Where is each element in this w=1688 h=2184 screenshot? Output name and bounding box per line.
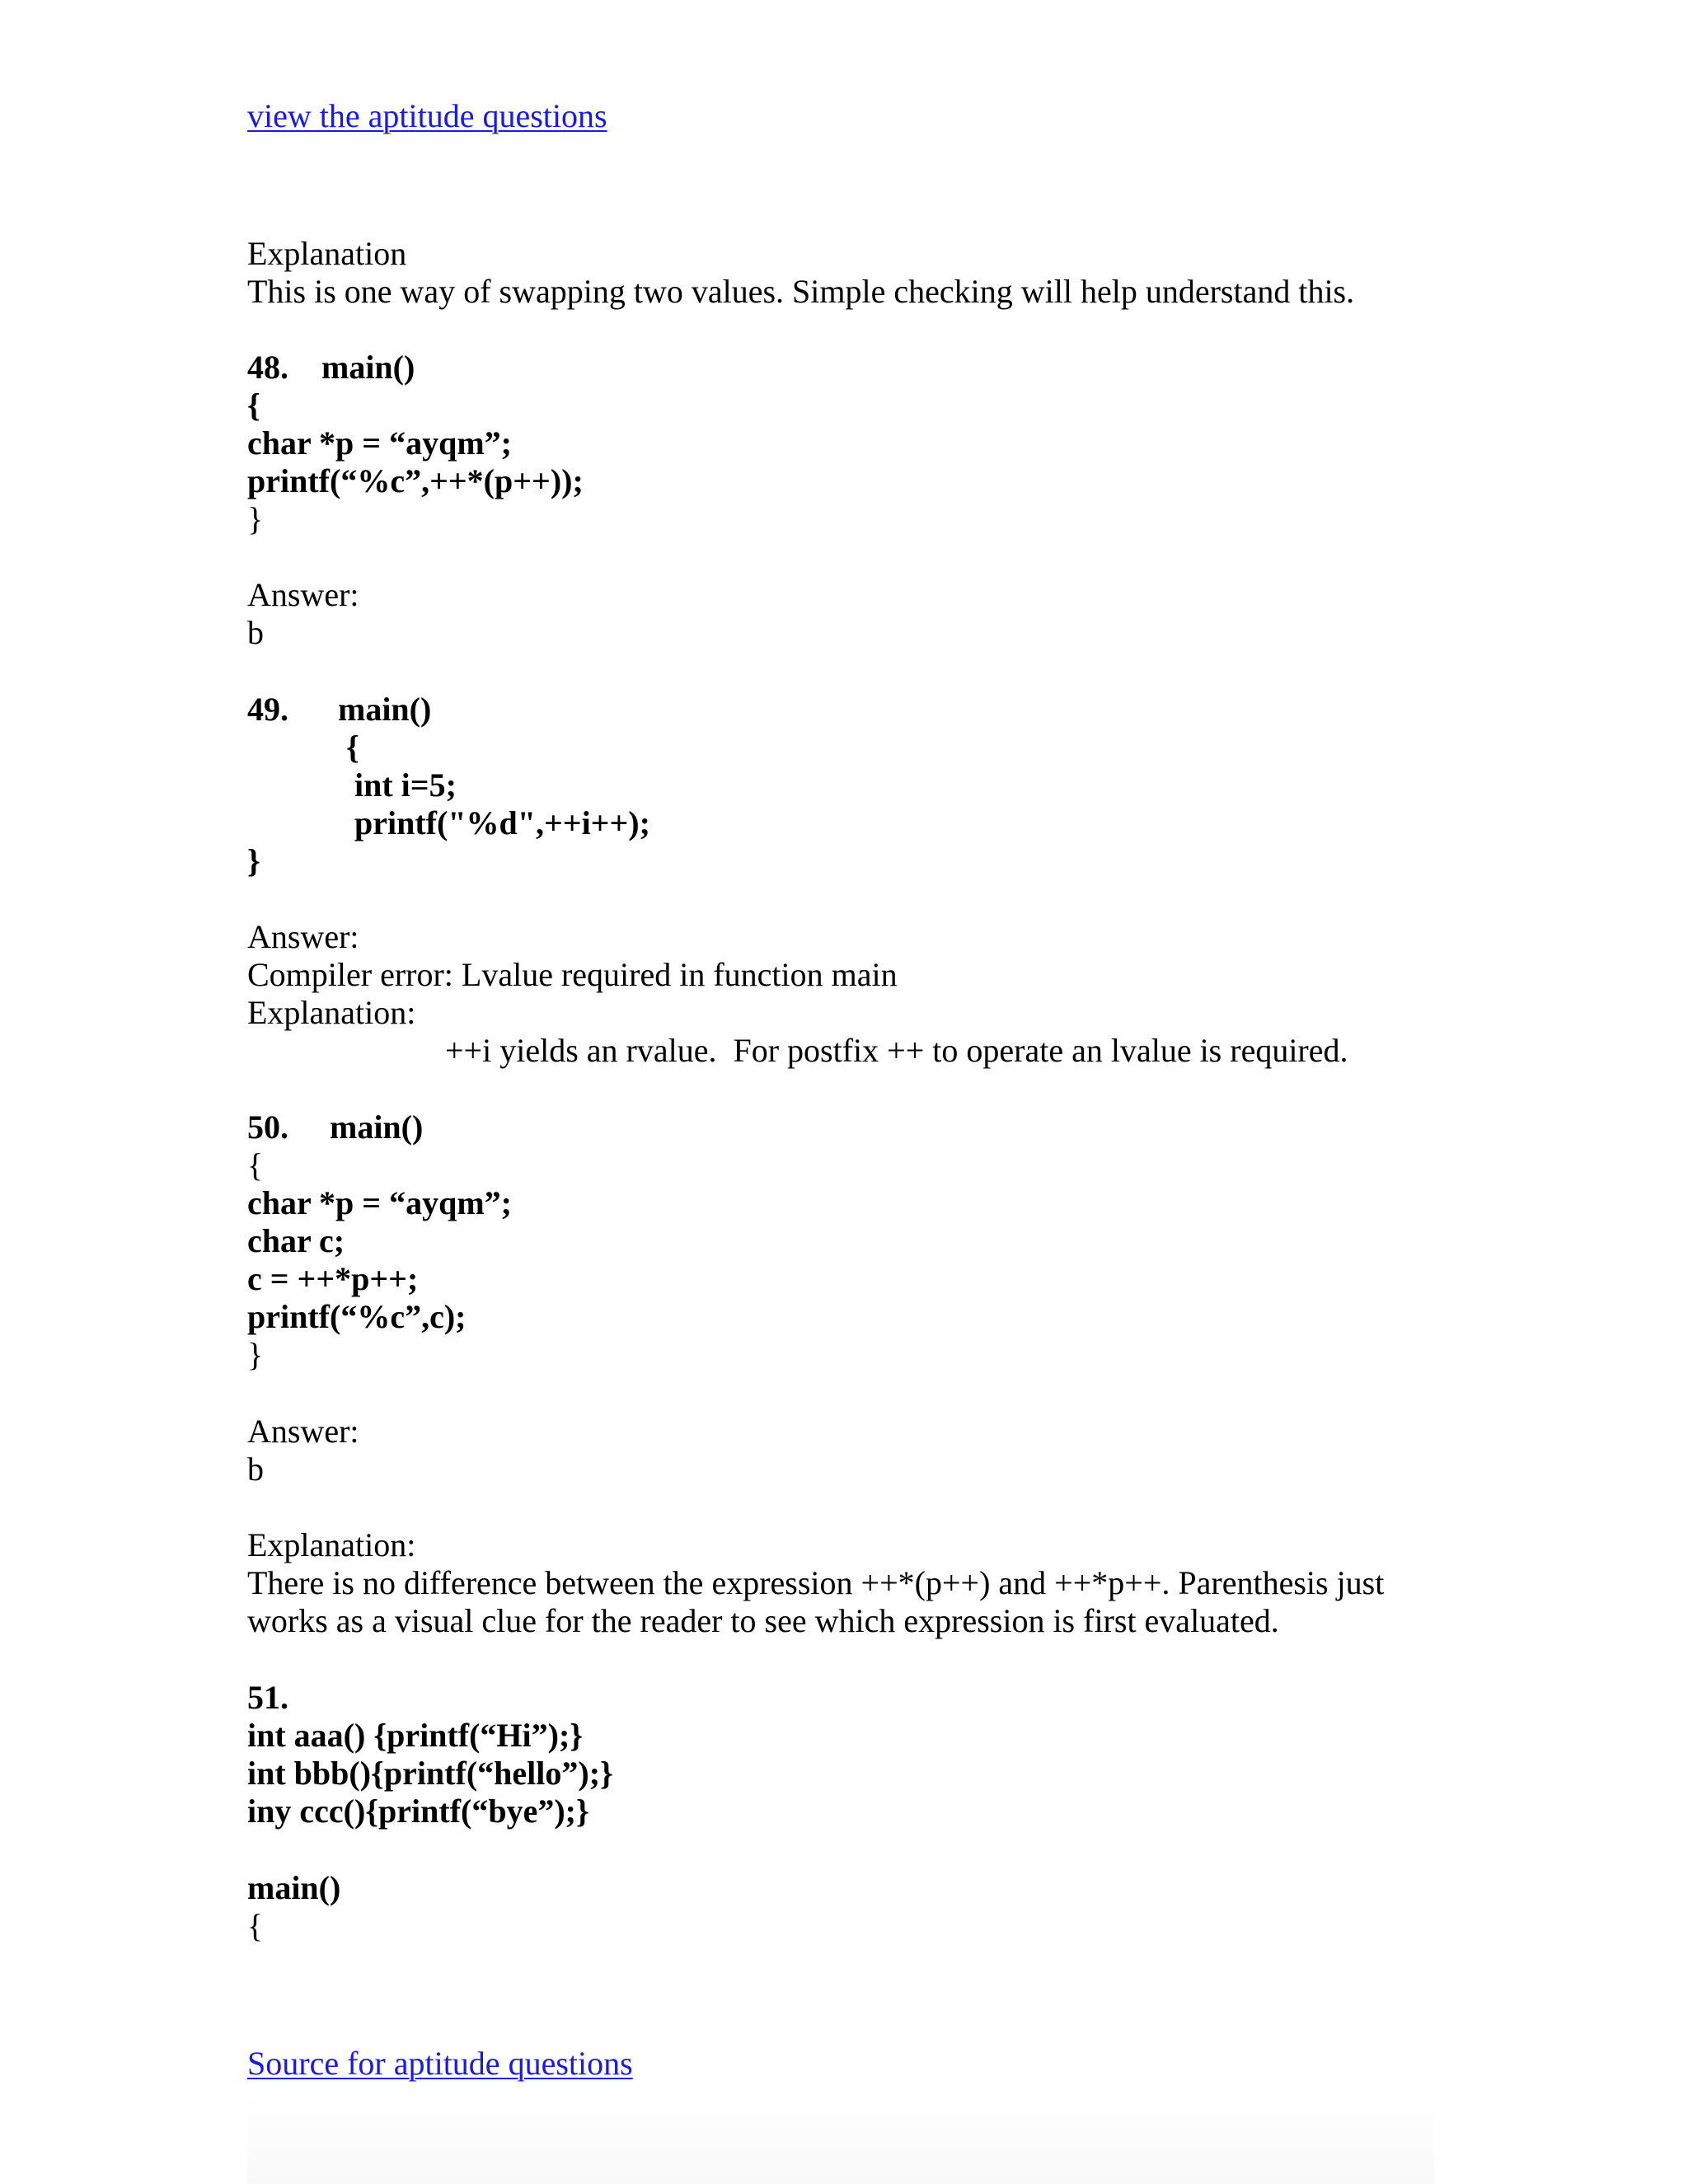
q48-code-line: { bbox=[247, 387, 260, 424]
q51-code-line: int bbb(){printf(“hello”);} bbox=[247, 1755, 613, 1792]
q51-code-line: main() bbox=[247, 1869, 341, 1906]
view-aptitude-questions-link[interactable]: view the aptitude questions bbox=[247, 97, 607, 134]
q49-number: 49. bbox=[247, 691, 288, 728]
q48-code-line: char *p = “ayqm”; bbox=[247, 424, 512, 462]
q50-answer: b bbox=[247, 1451, 264, 1488]
q51-code-line: iny ccc(){printf(“bye”);} bbox=[247, 1793, 589, 1830]
q50-number: 50. bbox=[247, 1108, 288, 1146]
q49-code-line: main() bbox=[338, 691, 432, 728]
intro-explanation-text: This is one way of swapping two values. Simple checking will help understand this. bbox=[247, 273, 1355, 310]
q50-code-line: printf(“%c”,c); bbox=[247, 1298, 467, 1335]
q50-code-line: c = ++*p++; bbox=[247, 1260, 419, 1297]
footer-shade bbox=[247, 2093, 1434, 2184]
q49-answer-label: Answer: bbox=[247, 918, 359, 955]
q48-number: 48. bbox=[247, 349, 288, 386]
q51-code-line: int aaa() {printf(“Hi”);} bbox=[247, 1717, 584, 1754]
q50-explanation-line-1: There is no difference between the expression ++*(p++) and ++*p++. Parenthesis just bbox=[247, 1564, 1385, 1601]
q50-explanation-label: Explanation: bbox=[247, 1526, 416, 1563]
intro-explanation-heading: Explanation bbox=[247, 235, 407, 272]
q49-code-line: } bbox=[247, 842, 260, 879]
q49-code-line: int i=5; bbox=[354, 766, 457, 804]
q49-explanation: ++i yields an rvalue. For postfix ++ to operate an lvalue is required. bbox=[445, 1032, 1348, 1069]
q48-answer: b bbox=[247, 614, 264, 651]
q49-code-line: { bbox=[346, 729, 359, 766]
source-aptitude-questions-link[interactable]: Source for aptitude questions bbox=[247, 2045, 633, 2082]
q48-code-line: main() bbox=[321, 349, 415, 386]
q49-explanation-label: Explanation: bbox=[247, 994, 416, 1031]
q50-code-line: } bbox=[247, 1336, 264, 1373]
q48-code-line: } bbox=[247, 500, 264, 537]
q50-explanation-line-2: works as a visual clue for the reader to see which expression is first evaluated. bbox=[247, 1602, 1279, 1639]
q49-code-line: printf("%d",++i++); bbox=[354, 804, 650, 841]
q49-answer: Compiler error: Lvalue required in function main bbox=[247, 956, 898, 993]
q50-code-line: char *p = “ayqm”; bbox=[247, 1184, 512, 1221]
q51-number: 51. bbox=[247, 1679, 288, 1716]
q50-code-line: { bbox=[247, 1146, 264, 1183]
q48-code-line: printf(“%c”,++*(p++)); bbox=[247, 462, 584, 499]
q48-answer-label: Answer: bbox=[247, 576, 359, 613]
q50-code-line: char c; bbox=[247, 1222, 345, 1259]
q50-code-line: main() bbox=[330, 1108, 424, 1146]
q50-answer-label: Answer: bbox=[247, 1413, 359, 1450]
q51-code-line: { bbox=[247, 1907, 264, 1944]
